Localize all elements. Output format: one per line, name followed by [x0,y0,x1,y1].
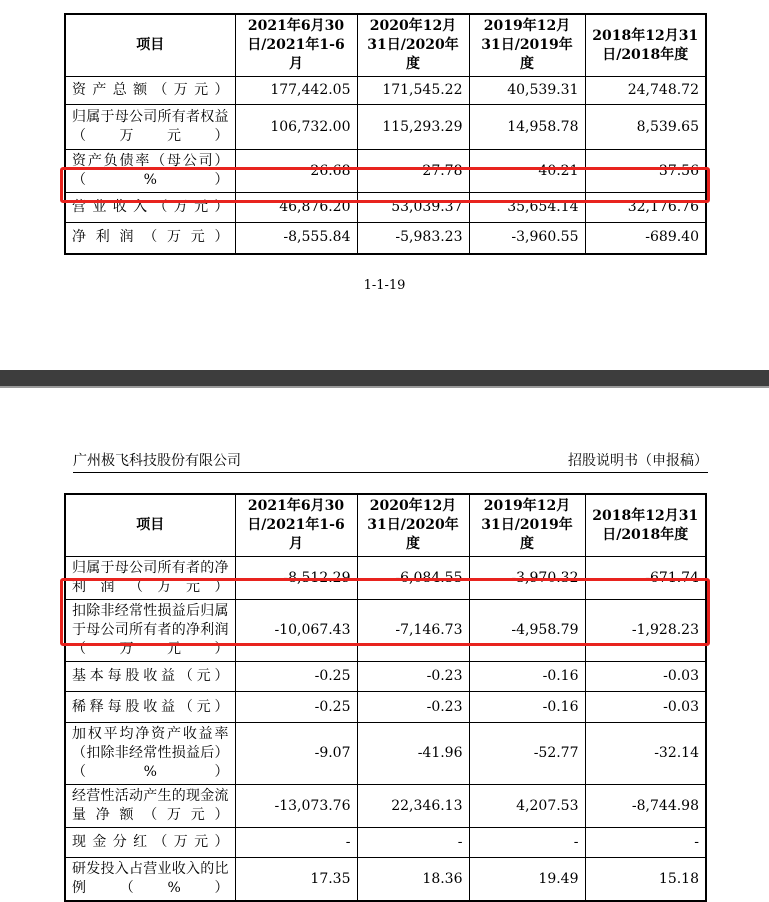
cell-value: 37.56 [585,150,706,193]
row-label: 扣除非经常性损益后归属于母公司所有者的净利润（万元） [65,600,235,662]
table-row-revenue [65,193,706,223]
cell-value: -4,958.79 [469,600,585,662]
header-2021h1: 2021年6月30日/2021年1-6月 [235,494,357,557]
cell-value: 8,539.65 [585,105,706,150]
cell-value: -671.74 [585,557,706,600]
cell-value: -8,512.29 [235,557,357,600]
cell-value: 27.78 [357,150,469,193]
cell-value: -7,146.73 [357,600,469,662]
company-name: 广州极飞科技股份有限公司 [73,453,241,469]
row-label: 归属于母公司所有者的净利润（万元） [65,557,235,600]
cell-value: 32,176.76 [585,193,706,223]
cell-value: -10,067.43 [235,600,357,662]
cell-value: -9.07 [235,723,357,785]
cell-value: -0.23 [357,662,469,692]
cell-value: 14,958.78 [469,105,585,150]
header-rule [73,472,708,473]
cell-value: 22,346.13 [357,785,469,828]
row-label: 基本每股收益（元） [65,662,235,692]
header-2020: 2020年12月31日/2020年度 [357,14,469,77]
header-item: 项目 [65,494,235,557]
cell-value: 53,039.37 [357,193,469,223]
table-row [65,785,706,828]
cell-value: -0.16 [469,662,585,692]
row-label: 经营性活动产生的现金流量净额（万元） [65,785,235,828]
header-2020: 2020年12月31日/2020年度 [357,494,469,557]
table-row [65,692,706,723]
cell-value: -8,555.84 [235,223,357,254]
cell-value: 35,654.14 [469,193,585,223]
cell-value: 177,442.05 [235,77,357,105]
cell-value: - [585,828,706,858]
cell-value: 19.49 [469,858,585,902]
page-number: 1-1-19 [363,278,406,293]
table-row [65,828,706,858]
table-row [65,150,706,193]
document-title: 招股说明书（申报稿） [568,453,708,469]
header-item: 项目 [65,14,235,77]
page-divider-shadow [0,386,769,388]
cell-value: -0.03 [585,692,706,723]
cell-value: - [469,828,585,858]
cell-value: 18.36 [357,858,469,902]
cell-value: 171,545.22 [357,77,469,105]
cell-value: -13,073.76 [235,785,357,828]
header-2018: 2018年12月31日/2018年度 [585,14,706,77]
row-label: 研发投入占营业收入的比例（%） [65,858,235,902]
table-header-row [65,14,706,77]
cell-value: 106,732.00 [235,105,357,150]
row-label: 稀释每股收益（元） [65,692,235,723]
row-label: 加权平均净资产收益率（扣除非经常性损益后）（%） [65,723,235,785]
financial-summary-table-2 [64,493,707,902]
cell-value: 46,876.20 [235,193,357,223]
row-label: 营业收入（万元） [65,193,235,223]
cell-value: -41.96 [357,723,469,785]
table-header-row [65,494,706,557]
cell-value: 115,293.29 [357,105,469,150]
header-2021h1: 2021年6月30日/2021年1-6月 [235,14,357,77]
row-label: 归属于母公司所有者权益（万元） [65,105,235,150]
cell-value: -0.03 [585,662,706,692]
row-label: 资产负债率（母公司）（%） [65,150,235,193]
row-label: 净利润（万元） [65,223,235,254]
cell-value: -3,960.55 [469,223,585,254]
cell-value: 24,748.72 [585,77,706,105]
cell-value: -0.25 [235,662,357,692]
cell-value: -0.23 [357,692,469,723]
table-row [65,223,706,254]
cell-value: -3,970.32 [469,557,585,600]
page-divider [0,370,769,386]
cell-value: -52.77 [469,723,585,785]
row-label: 现金分红（万元） [65,828,235,858]
cell-value: -6,084.55 [357,557,469,600]
cell-value: 40.21 [469,150,585,193]
financial-summary-table-1 [64,13,707,255]
cell-value: 40,539.31 [469,77,585,105]
cell-value: -32.14 [585,723,706,785]
header-2019: 2019年12月31日/2019年度 [469,14,585,77]
cell-value: -689.40 [585,223,706,254]
header-2018: 2018年12月31日/2018年度 [585,494,706,557]
row-label: 资产总额（万元） [65,77,235,105]
table-row [65,662,706,692]
cell-value: -1,928.23 [585,600,706,662]
table-row [65,105,706,150]
cell-value: 17.35 [235,858,357,902]
table-row [65,723,706,785]
cell-value: - [235,828,357,858]
cell-value: 26.68 [235,150,357,193]
cell-value: 15.18 [585,858,706,902]
cell-value: -8,744.98 [585,785,706,828]
header-2019: 2019年12月31日/2019年度 [469,494,585,557]
table-row [65,557,706,600]
cell-value: 4,207.53 [469,785,585,828]
cell-value: -0.25 [235,692,357,723]
cell-value: - [357,828,469,858]
table-row [65,858,706,902]
table-row-deducted-profit [65,600,706,662]
table-row [65,77,706,105]
cell-value: -5,983.23 [357,223,469,254]
cell-value: -0.16 [469,692,585,723]
